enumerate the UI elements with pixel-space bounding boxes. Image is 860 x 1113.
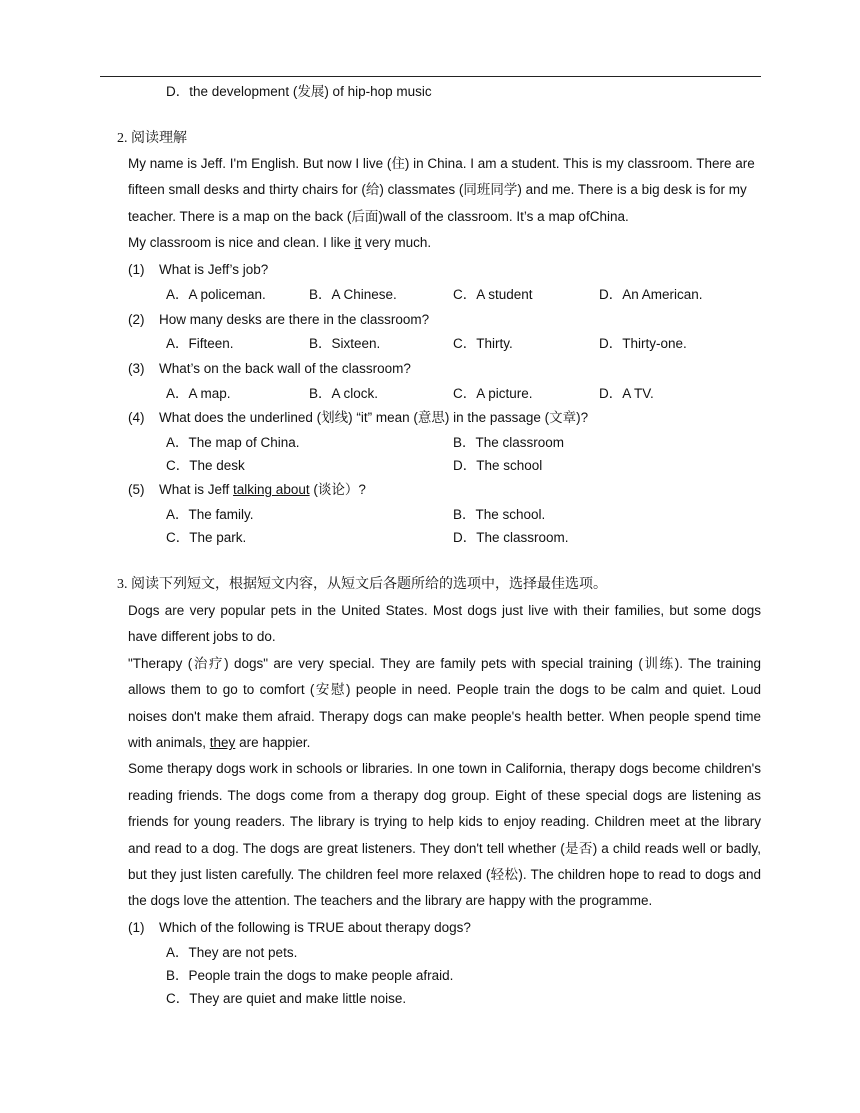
option-a: A．A policeman. — [166, 287, 266, 302]
option-b: B．Sixteen. — [309, 336, 381, 351]
option-a: A．The map of China. — [166, 435, 300, 450]
question-text: How many desks are there in the classroom? — [159, 312, 430, 327]
question-number: (3) — [128, 361, 145, 376]
question-text: What’s on the back wall of the classroom? — [159, 361, 411, 376]
option-c: C．A picture. — [453, 386, 533, 401]
option-d: D．A TV. — [599, 386, 654, 401]
prev-option-d: D．the development (发展) of hip-hop music — [166, 84, 432, 99]
option-d: D．The classroom. — [453, 530, 569, 545]
q3-passage — [128, 598, 761, 915]
question-text: What does the underlined (划线) “it” mean (意思) in the passage (文章)? — [159, 410, 589, 425]
passage-line: teacher. There is a map on the back (后面)wall of the classroom. It’s a map ofChina. — [128, 208, 629, 224]
passage-line: My classroom is nice and clean. I like it very much. — [128, 235, 432, 251]
question-number: (4) — [128, 410, 145, 425]
q2-heading: 2. 阅读理解 — [117, 131, 187, 146]
underlined-word: they — [209, 735, 236, 751]
option-c: C．They are quiet and make little noise. — [166, 991, 407, 1006]
underlined-phrase: talking about — [233, 482, 310, 497]
option-c: C．The park. — [166, 530, 247, 545]
q3-paragraph-1: Dogs are very popular pets in the United States. Most dogs just live with their families, but some dogs have different jobs to do. — [128, 603, 761, 645]
option-a: A．A map. — [166, 386, 231, 401]
question-text: Which of the following is TRUE about therapy dogs? — [159, 920, 471, 935]
option-b: B．The classroom — [453, 435, 565, 450]
passage-line: fifteen small desks and thirty chairs for (给) classmates (同班同学) and me. There is a big desk is for my — [128, 182, 747, 198]
option-a: A．Fifteen. — [166, 336, 234, 351]
question-number: (1) — [128, 262, 145, 277]
question-text: What is Jeff’s job? — [159, 262, 269, 277]
passage-line: My name is Jeff. I'm English. But now I live (住) in China. I am a student. This is my classroom. There are — [128, 156, 755, 171]
option-d: D．Thirty-one. — [599, 336, 687, 351]
q2-passage — [128, 151, 761, 257]
option-d: D．An American. — [599, 287, 703, 302]
option-b: B．A clock. — [309, 386, 379, 401]
question-number: (1) — [128, 920, 145, 935]
q3-paragraph-3: Some therapy dogs work in schools or libraries. In one town in California, therapy dogs become children's reading friends. The dogs come from a therapy dog group. Eight of these special dogs are listening as friends for young readers. The library is trying to help kids to enjoy reading. Children meet at the library and read to a dog. The dogs are great listeners. They don't tell whether (是否) a child reads well or badly, but they just listen carefully. The children feel more relaxed (轻松). The children hope to read to dogs and the dogs love the attention. The teachers and the library are happy with the programme. — [128, 761, 761, 909]
option-d: D．The school — [453, 458, 543, 473]
option-c: C．Thirty. — [453, 336, 513, 351]
option-c: C．The desk — [166, 458, 245, 473]
question-number: (5) — [128, 482, 145, 497]
option-c: C．A student — [453, 287, 533, 302]
q3-heading: 3. 阅读下列短文，根据短文内容，从短文后各题所给的选项中，选择最佳选项。 — [117, 577, 607, 592]
option-a: A．They are not pets. — [166, 945, 298, 960]
underlined-word: it — [354, 235, 362, 251]
header-rule — [100, 76, 761, 77]
option-a: A．The family. — [166, 507, 254, 522]
option-b: B．A Chinese. — [309, 287, 397, 302]
question-number: (2) — [128, 312, 145, 327]
option-b: B．People train the dogs to make people afraid. — [166, 968, 454, 983]
question-text: What is Jeff talking about (谈论）? — [159, 482, 366, 497]
q3-paragraph-2: "Therapy (治疗) dogs" are very special. They are family pets with special training (训练). The training allows them to go to comfort (安慰) people in need. People train the dogs to be calm and quiet. Loud noises don't make them afraid. Therapy dogs can make people's health better. When people spend time with animals, they are happier. — [128, 655, 761, 751]
option-b: B．The school. — [453, 507, 546, 522]
